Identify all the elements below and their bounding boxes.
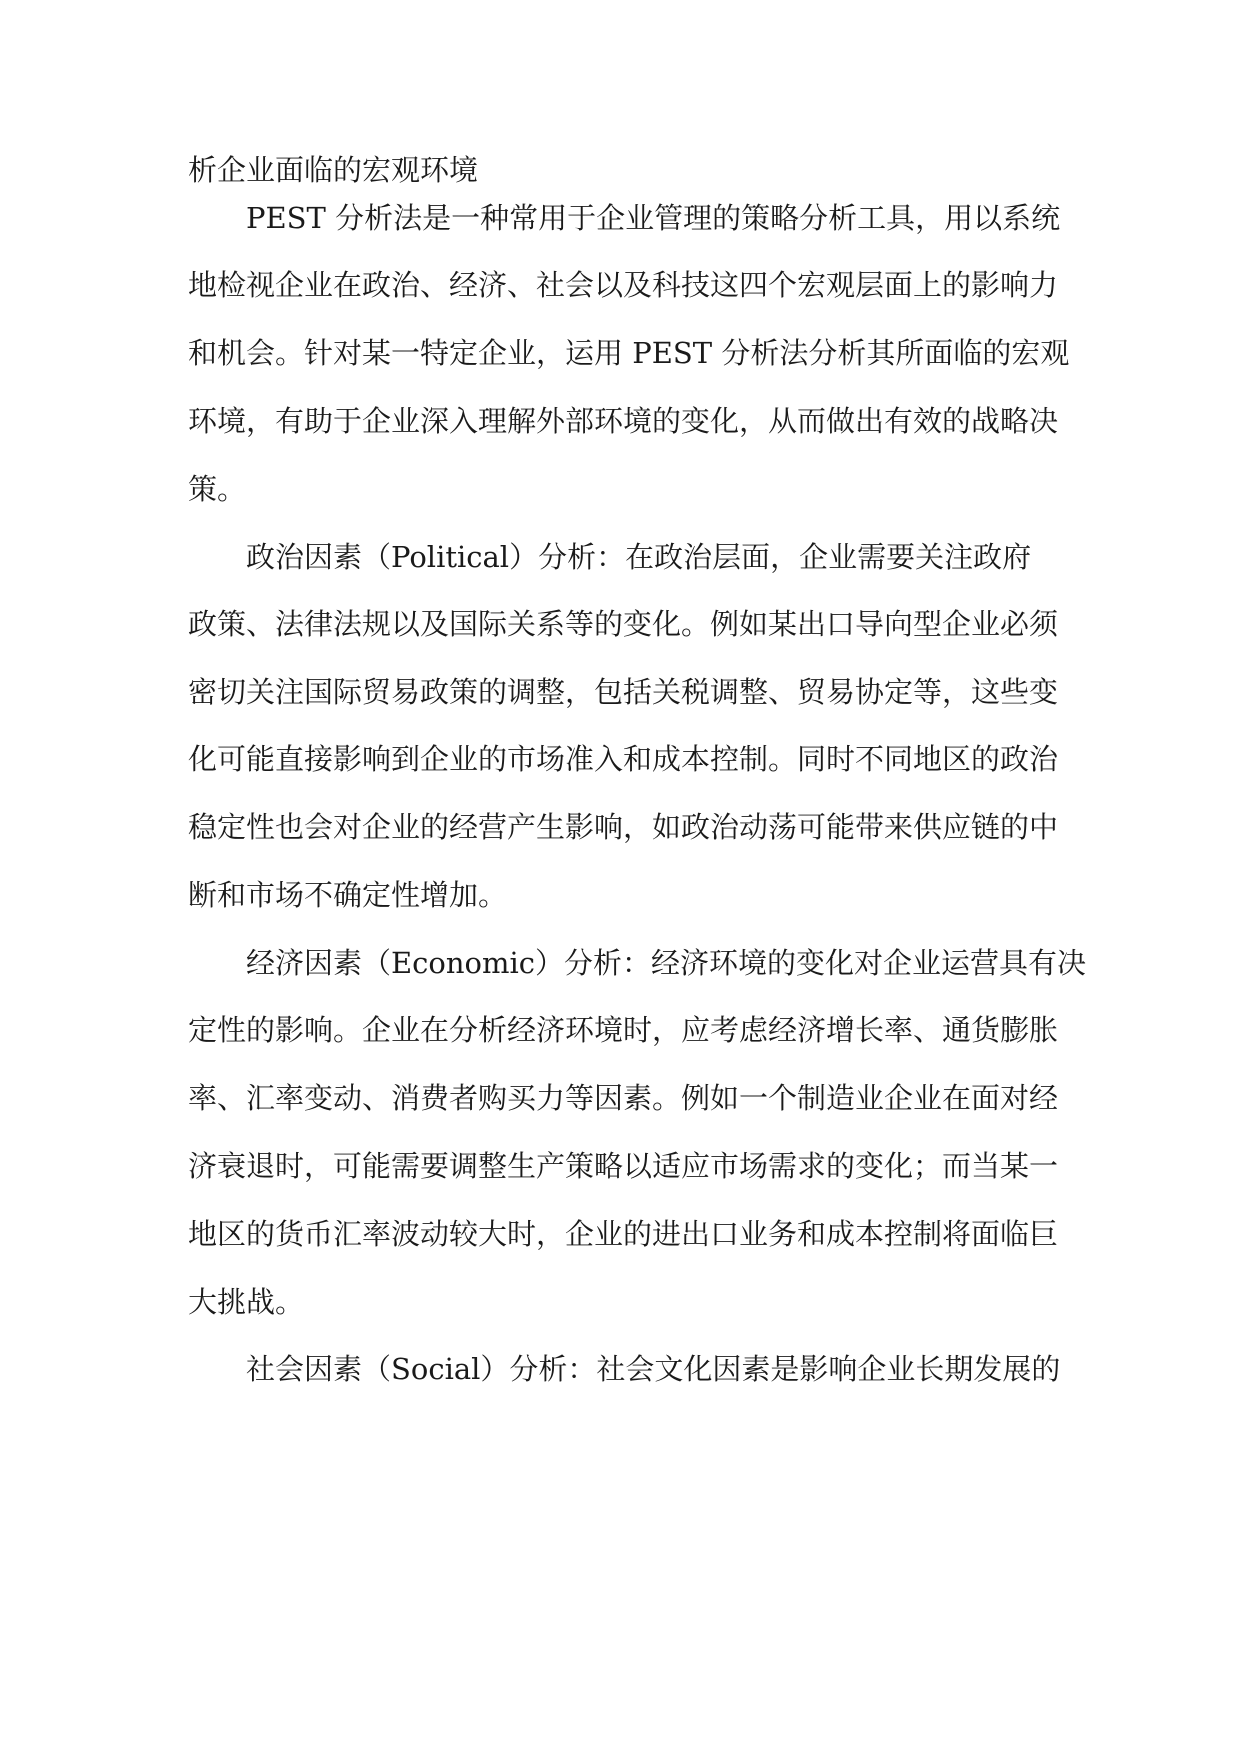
paragraph-line: 率、汇率变动、消费者购买力等因素。例如一个制造业企业在面对经 [188, 1081, 1059, 1115]
paragraph-line: 地区的货币汇率波动较大时，企业的进出口业务和成本控制将面临巨 [188, 1217, 1059, 1251]
paragraph-line: 稳定性也会对企业的经营产生影响，如政治动荡可能带来供应链的中 [188, 810, 1059, 844]
paragraph-line: 大挑战。 [188, 1285, 305, 1319]
paragraph-line: 化可能直接影响到企业的市场准入和成本控制。同时不同地区的政治 [188, 742, 1059, 776]
paragraph-line: 政治因素（Political）分析：在政治层面，企业需要关注政府 [246, 540, 1032, 574]
paragraph-line: 策。 [188, 472, 247, 506]
paragraph-line: 经济因素（Economic）分析：经济环境的变化对企业运营具有决 [246, 946, 1087, 980]
paragraph-line: PEST 分析法是一种常用于企业管理的策略分析工具，用以系统 [246, 201, 1061, 235]
paragraph-line: 定性的影响。企业在分析经济环境时，应考虑经济增长率、通货膨胀 [188, 1013, 1059, 1047]
heading-fragment: 析企业面临的宏观环境 [188, 153, 479, 187]
paragraph-line: 社会因素（Social）分析：社会文化因素是影响企业长期发展的 [246, 1352, 1061, 1386]
paragraph-line: 断和市场不确定性增加。 [188, 878, 508, 912]
paragraph-line: 地检视企业在政治、经济、社会以及科技这四个宏观层面上的影响力 [188, 268, 1059, 302]
paragraph-line: 环境，有助于企业深入理解外部环境的变化，从而做出有效的战略决 [188, 404, 1059, 438]
paragraph-line: 密切关注国际贸易政策的调整，包括关税调整、贸易协定等，这些变 [188, 675, 1059, 709]
paragraph-line: 和机会。针对某一特定企业，运用 PEST 分析法分析其所面临的宏观 [188, 336, 1070, 370]
paragraph-line: 政策、法律法规以及国际关系等的变化。例如某出口导向型企业必须 [188, 607, 1059, 641]
paragraph-line: 济衰退时，可能需要调整生产策略以适应市场需求的变化；而当某一 [188, 1149, 1059, 1183]
